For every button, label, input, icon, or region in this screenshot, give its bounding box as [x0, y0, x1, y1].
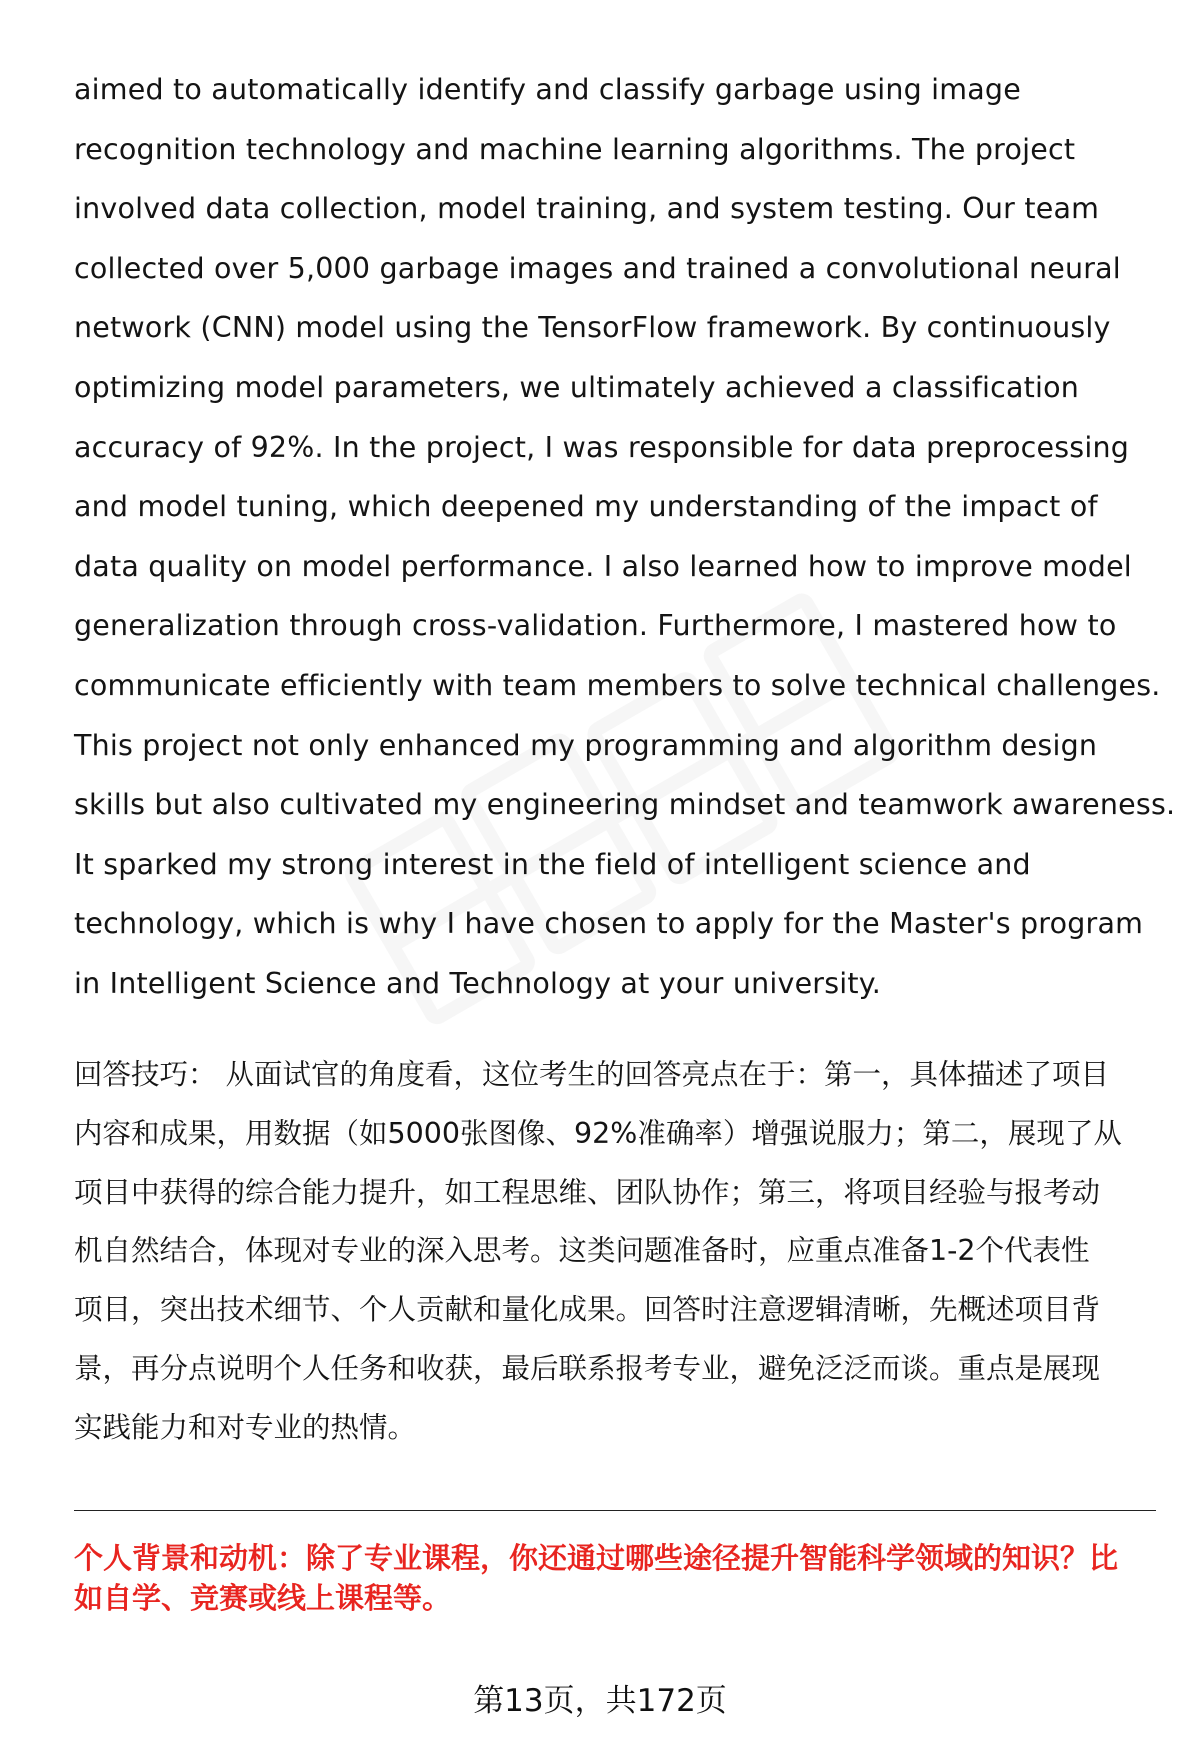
english-line: collected over 5,000 garbage images and trained a convolutional neural — [74, 251, 1121, 285]
english-line: network (CNN) model using the TensorFlow framework. By continuously — [74, 311, 1111, 345]
tips-line: 内容和成果，用数据（如5000张图像、92%准确率）增强说服力；第二，展现了从 — [74, 1116, 1122, 1150]
tips-line: 回答技巧： 从面试官的角度看，这位考生的回答亮点在于：第一，具体描述了项目 — [74, 1058, 1110, 1091]
english-line: This project not only enhanced my programming and algorithm design — [74, 728, 1098, 762]
tips-paragraph — [74, 1046, 1164, 1458]
english-line: skills but also cultivated my engineering mindset and teamwork awareness. — [74, 788, 1176, 822]
english-line: recognition technology and machine learning algorithms. The project — [74, 132, 1076, 166]
english-line: and model tuning, which deepened my understanding of the impact of — [74, 490, 1098, 524]
english-line: communicate efficiently with team members to solve technical challenges. — [74, 668, 1161, 702]
english-line: accuracy of 92%. In the project, I was responsible for data preprocessing — [74, 430, 1130, 464]
question-line: 如自学、竞赛或线上课程等。 — [74, 1581, 452, 1615]
section-divider — [74, 1510, 1156, 1511]
english-line: data quality on model performance. I also learned how to improve model — [74, 549, 1132, 583]
english-line: involved data collection, model training, and system testing. Our team — [74, 192, 1100, 226]
question-line: 个人背景和动机：除了专业课程，你还通过哪些途径提升智能科学领域的知识？比 — [74, 1541, 1119, 1575]
english-paragraph — [74, 60, 1176, 1014]
tips-line: 景，再分点说明个人任务和收获，最后联系报考专业，避免泛泛而谈。重点是展现 — [74, 1351, 1101, 1385]
english-line: technology, which is why I have chosen to apply for the Master's program — [74, 907, 1144, 941]
tips-line: 项目，突出技术细节、个人贡献和量化成果。回答时注意逻辑清晰，先概述项目背 — [74, 1293, 1101, 1327]
tips-line: 项目中获得的综合能力提升，如工程思维、团队协作；第三，将项目经验与报考动 — [74, 1175, 1101, 1209]
tips-line: 实践能力和对专业的热情。 — [74, 1410, 417, 1444]
tips-line: 机自然结合，体现对专业的深入思考。这类问题准备时，应重点准备1-2个代表性 — [74, 1234, 1090, 1268]
next-question-heading — [74, 1538, 1164, 1618]
english-line: It sparked my strong interest in the field of intelligent science and — [74, 847, 1031, 881]
english-line: optimizing model parameters, we ultimately achieved a classification — [74, 370, 1080, 404]
english-line: aimed to automatically identify and classify garbage using image — [74, 73, 1021, 106]
page-number: 第13页，共172页 — [473, 1683, 727, 1719]
english-line: in Intelligent Science and Technology at your university. — [74, 966, 882, 1000]
english-line: generalization through cross-validation. Furthermore, I mastered how to — [74, 609, 1117, 643]
